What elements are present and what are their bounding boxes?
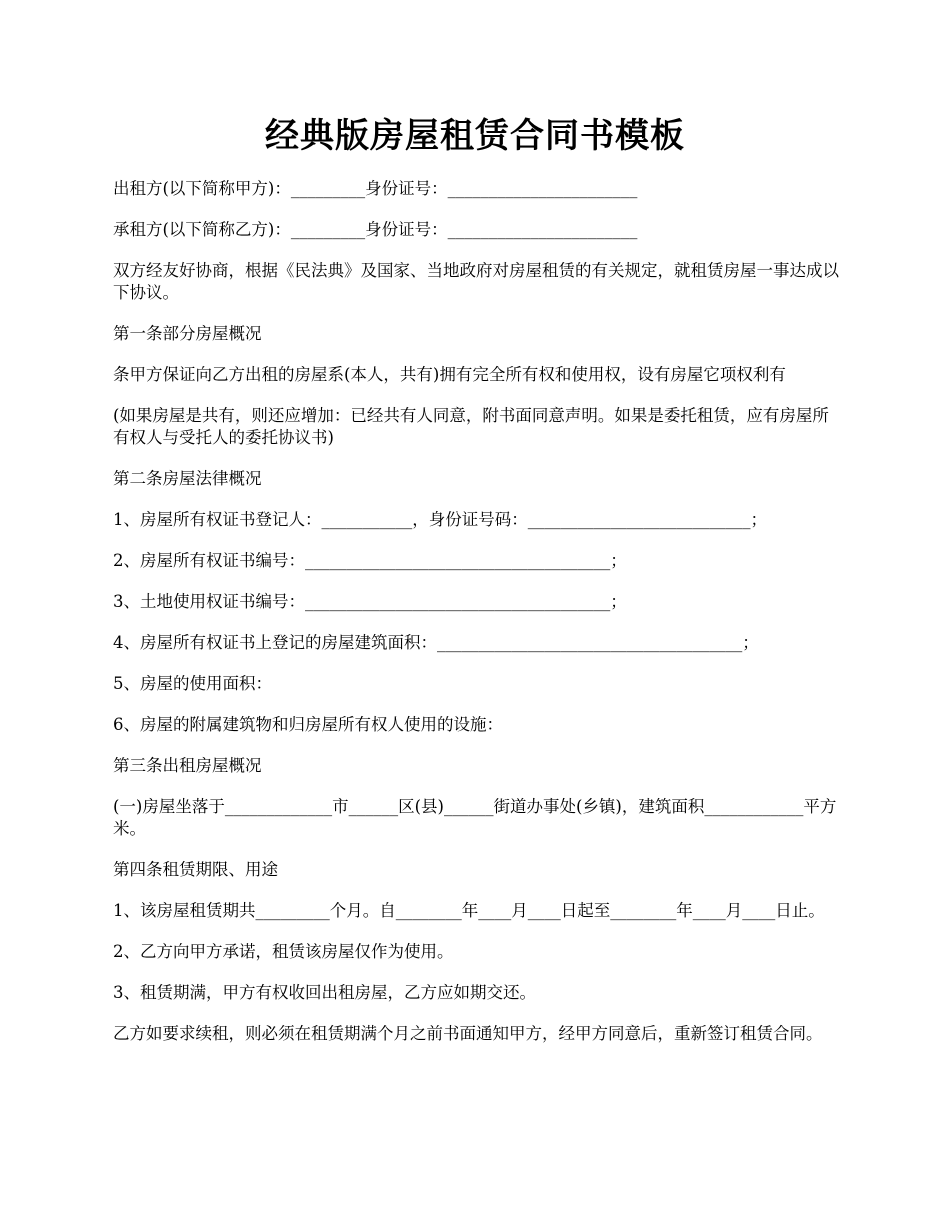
legal-item-5: 5、房屋的使用面积： <box>113 674 272 693</box>
legal-item-4: 4、房屋所有权证书上登记的房屋建筑面积：_____________________________________； <box>113 633 759 652</box>
term-item-2: 2、乙方向甲方承诺，租赁该房屋仅作为使用。 <box>113 942 454 961</box>
legal-item-1: 1、房屋所有权证书登记人：___________，身份证号码：___________________________； <box>113 510 767 529</box>
term-item-3: 3、租赁期满，甲方有权收回出租房屋，乙方应如期交还。 <box>113 983 536 1002</box>
section-heading-3: 第三条出租房屋概况 <box>113 756 262 775</box>
lessor-line: 出租方(以下简称甲方)：_________身份证号：_______________________ <box>113 179 638 198</box>
ownership-guarantee: 条甲方保证向乙方出租的房屋系(本人，共有)拥有完全所有权和使用权，设有房屋它项权利有 <box>113 365 786 384</box>
co-ownership-note: (如果房屋是共有，则还应增加：已经共有人同意，附书面同意声明。如果是委托租赁，应有房屋所有权人与受托人的委托协议书) <box>113 406 829 447</box>
term-item-1: 1、该房屋租赁期共_________个月。自________年____月____日起至________年____月____日止。 <box>113 901 825 920</box>
legal-item-2: 2、房屋所有权证书编号：_____________________________________； <box>113 551 627 570</box>
document-body <box>113 178 843 1064</box>
section-heading-2: 第二条房屋法律概况 <box>113 469 262 488</box>
agreement-intro: 双方经友好协商，根据《民法典》及国家、当地政府对房屋租赁的有关规定，就租赁房屋一事达成以下协议。 <box>113 261 839 302</box>
document-title: 经典版房屋租赁合同书模板 <box>265 116 685 156</box>
section-heading-4: 第四条租赁期限、用途 <box>113 860 278 879</box>
legal-item-3: 3、土地使用权证书编号：_____________________________________； <box>113 592 627 611</box>
section-heading-1: 第一条部分房屋概况 <box>113 324 262 343</box>
renewal-clause: 乙方如要求续租，则必须在租赁期满个月之前书面通知甲方，经甲方同意后，重新签订租赁合同。 <box>113 1024 823 1043</box>
property-location: (一)房屋坐落于_____________市______区(县)______街道办事处(乡镇)，建筑面积____________平方米。 <box>113 797 837 838</box>
lessee-line: 承租方(以下简称乙方)：_________身份证号：_______________________ <box>113 220 638 239</box>
legal-item-6: 6、房屋的附属建筑物和归房屋所有权人使用的设施： <box>113 715 503 734</box>
